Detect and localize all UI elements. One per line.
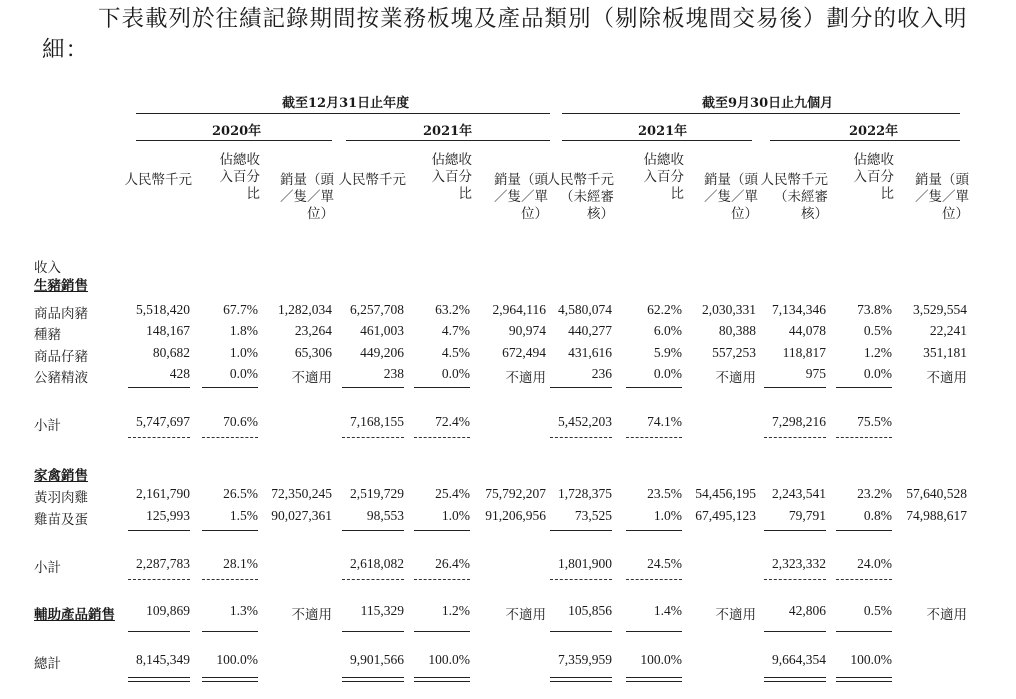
table-cell: 不適用 bbox=[505, 370, 546, 385]
total-double-rule bbox=[128, 677, 190, 682]
table-cell: 449,206 bbox=[360, 345, 404, 360]
subtotal-rule bbox=[550, 437, 612, 438]
table-cell: 74.1% bbox=[647, 414, 682, 429]
table-cell: 428 bbox=[169, 366, 190, 381]
table-cell: 100.0% bbox=[640, 652, 682, 667]
table-cell: 24.5% bbox=[647, 556, 682, 571]
table-cell: 不適用 bbox=[505, 607, 546, 622]
volume-column-header: 銷量（頭／隻／單位） bbox=[280, 172, 334, 222]
table-cell: 975 bbox=[805, 366, 826, 381]
table-cell: 0.5% bbox=[863, 323, 892, 338]
row-rule bbox=[414, 631, 470, 632]
total-double-rule bbox=[550, 677, 612, 682]
table-cell: 1.0% bbox=[653, 508, 682, 523]
table-cell: 44,078 bbox=[788, 323, 826, 338]
table-cell: 74,988,617 bbox=[906, 508, 967, 523]
row-rule bbox=[414, 530, 470, 531]
table-cell: 7,298,216 bbox=[772, 414, 826, 429]
table-cell: 2,161,790 bbox=[136, 486, 190, 501]
volume-column-header: 銷量（頭／隻／單位） bbox=[494, 172, 548, 222]
row-label: 雞苗及蛋 bbox=[34, 512, 88, 528]
table-cell: 98,553 bbox=[366, 508, 404, 523]
table-cell: 148,167 bbox=[146, 323, 190, 338]
table-cell: 5.9% bbox=[653, 345, 682, 360]
table-cell: 100.0% bbox=[850, 652, 892, 667]
table-cell: 72.4% bbox=[435, 414, 470, 429]
total-double-rule bbox=[342, 677, 404, 682]
row-rule bbox=[626, 530, 682, 531]
table-cell: 26.4% bbox=[435, 556, 470, 571]
table-cell: 0.8% bbox=[863, 508, 892, 523]
table-cell: 23,264 bbox=[294, 323, 332, 338]
table-cell: 3,529,554 bbox=[913, 302, 967, 317]
row-label: 小計 bbox=[34, 418, 61, 434]
table-cell: 25.4% bbox=[435, 486, 470, 501]
table-cell: 4,580,074 bbox=[558, 302, 612, 317]
table-cell: 79,791 bbox=[788, 508, 826, 523]
table-cell: 90,974 bbox=[508, 323, 546, 338]
subtotal-rule bbox=[550, 579, 612, 580]
row-rule bbox=[202, 631, 258, 632]
table-row bbox=[0, 486, 1016, 506]
row-label: 輔助產品銷售 bbox=[34, 607, 115, 623]
table-cell: 不適用 bbox=[291, 370, 332, 385]
row-label: 總計 bbox=[34, 656, 61, 672]
year-header: 2021年 bbox=[638, 124, 688, 139]
row-rule bbox=[342, 387, 404, 388]
table-cell: 63.2% bbox=[435, 302, 470, 317]
year-rule bbox=[562, 140, 752, 141]
table-cell: 42,806 bbox=[788, 603, 826, 618]
subtotal-rule bbox=[128, 437, 190, 438]
table-cell: 75.5% bbox=[857, 414, 892, 429]
table-cell: 1.3% bbox=[229, 603, 258, 618]
subtotal-row bbox=[0, 414, 1016, 434]
annual-rule bbox=[136, 113, 550, 114]
table-cell: 0.0% bbox=[863, 366, 892, 381]
hog-section-title: 生豬銷售 bbox=[34, 278, 88, 294]
row-rule bbox=[764, 631, 826, 632]
table-cell: 100.0% bbox=[428, 652, 470, 667]
subtotal-rule bbox=[128, 579, 190, 580]
table-cell: 28.1% bbox=[223, 556, 258, 571]
table-cell: 1.5% bbox=[229, 508, 258, 523]
table-cell: 8,145,349 bbox=[136, 652, 190, 667]
rmb-column-header: 人民幣千元（未經審核） bbox=[760, 172, 828, 222]
table-cell: 67,495,123 bbox=[695, 508, 756, 523]
table-cell: 1.0% bbox=[229, 345, 258, 360]
subtotal-rule bbox=[414, 437, 470, 438]
table-cell: 65,306 bbox=[294, 345, 332, 360]
percent-column-header: 佔總收入百分比 bbox=[219, 152, 260, 202]
revenue-label: 收入 bbox=[34, 260, 61, 276]
table-cell: 75,792,207 bbox=[485, 486, 546, 501]
row-rule bbox=[836, 387, 892, 388]
table-cell: 不適用 bbox=[926, 607, 967, 622]
table-cell: 238 bbox=[383, 366, 404, 381]
table-cell: 2,287,783 bbox=[136, 556, 190, 571]
table-cell: 115,329 bbox=[360, 603, 404, 618]
year-header: 2022年 bbox=[849, 124, 899, 139]
table-cell: 1,728,375 bbox=[558, 486, 612, 501]
table-cell: 23.2% bbox=[857, 486, 892, 501]
table-cell: 5,518,420 bbox=[136, 302, 190, 317]
table-cell: 91,206,956 bbox=[485, 508, 546, 523]
row-rule bbox=[202, 387, 258, 388]
year-header: 2021年 bbox=[423, 124, 473, 139]
table-cell: 2,323,332 bbox=[772, 556, 826, 571]
aux-row bbox=[0, 603, 1016, 623]
subtotal-rule bbox=[836, 579, 892, 580]
table-cell: 22,241 bbox=[929, 323, 967, 338]
intro-paragraph: 下表載列於往績記錄期間按業務板塊及產品類別（剔除板塊間交易後）劃分的收入明細： bbox=[42, 6, 968, 63]
table-cell: 125,993 bbox=[146, 508, 190, 523]
volume-column-header: 銷量（頭／隻／單位） bbox=[915, 172, 969, 222]
row-rule bbox=[764, 530, 826, 531]
row-rule bbox=[128, 631, 190, 632]
table-cell: 0.0% bbox=[441, 366, 470, 381]
table-cell: 7,134,346 bbox=[772, 302, 826, 317]
table-cell: 5,747,697 bbox=[136, 414, 190, 429]
table-cell: 461,003 bbox=[360, 323, 404, 338]
row-rule bbox=[342, 530, 404, 531]
table-cell: 351,181 bbox=[923, 345, 967, 360]
row-label: 商品仔豬 bbox=[34, 349, 88, 365]
table-cell: 100.0% bbox=[216, 652, 258, 667]
row-rule bbox=[626, 631, 682, 632]
row-rule bbox=[550, 387, 612, 388]
subtotal-rule bbox=[836, 437, 892, 438]
table-cell: 2,030,331 bbox=[702, 302, 756, 317]
table-cell: 1,801,900 bbox=[558, 556, 612, 571]
poultry-section-title: 家禽銷售 bbox=[34, 468, 88, 484]
table-cell: 4.7% bbox=[441, 323, 470, 338]
table-cell: 0.0% bbox=[653, 366, 682, 381]
table-row bbox=[0, 302, 1016, 322]
table-cell: 2,618,082 bbox=[350, 556, 404, 571]
row-rule bbox=[202, 530, 258, 531]
table-cell: 0.5% bbox=[863, 603, 892, 618]
ninemonth-rule bbox=[562, 113, 960, 114]
table-cell: 105,856 bbox=[568, 603, 612, 618]
subtotal-rule bbox=[202, 579, 258, 580]
table-cell: 9,664,354 bbox=[772, 652, 826, 667]
table-cell: 67.7% bbox=[223, 302, 258, 317]
subtotal-rule bbox=[764, 437, 826, 438]
subtotal-rule bbox=[342, 579, 404, 580]
row-label: 黃羽肉雞 bbox=[34, 490, 88, 506]
period-ninemonth-header: 截至9月30日止九個月 bbox=[702, 96, 834, 111]
table-row bbox=[0, 366, 1016, 386]
table-cell: 109,869 bbox=[146, 603, 190, 618]
table-cell: 1.2% bbox=[441, 603, 470, 618]
percent-column-header: 佔總收入百分比 bbox=[853, 152, 894, 202]
row-label: 小計 bbox=[34, 560, 61, 576]
table-cell: 7,168,155 bbox=[350, 414, 404, 429]
table-cell: 54,456,195 bbox=[695, 486, 756, 501]
table-cell: 440,277 bbox=[568, 323, 612, 338]
subtotal-rule bbox=[342, 437, 404, 438]
table-row bbox=[0, 345, 1016, 365]
table-cell: 1.0% bbox=[441, 508, 470, 523]
subtotal-rule bbox=[414, 579, 470, 580]
table-cell: 不適用 bbox=[926, 370, 967, 385]
total-double-rule bbox=[764, 677, 826, 682]
table-cell: 1.2% bbox=[863, 345, 892, 360]
table-cell: 1,282,034 bbox=[278, 302, 332, 317]
table-cell: 236 bbox=[591, 366, 612, 381]
table-cell: 23.5% bbox=[647, 486, 682, 501]
table-cell: 2,964,116 bbox=[492, 302, 546, 317]
year-rule bbox=[770, 140, 960, 141]
year-header: 2020年 bbox=[212, 124, 262, 139]
row-rule bbox=[550, 631, 612, 632]
row-rule bbox=[836, 530, 892, 531]
table-cell: 90,027,361 bbox=[271, 508, 332, 523]
period-annual-header: 截至12月31日止年度 bbox=[282, 96, 410, 111]
table-cell: 57,640,528 bbox=[906, 486, 967, 501]
row-rule bbox=[342, 631, 404, 632]
table-cell: 80,388 bbox=[718, 323, 756, 338]
table-cell: 5,452,203 bbox=[558, 414, 612, 429]
table-cell: 118,817 bbox=[782, 345, 826, 360]
volume-column-header: 銷量（頭／隻／單位） bbox=[704, 172, 758, 222]
table-cell: 7,359,959 bbox=[558, 652, 612, 667]
rmb-column-header: 人民幣千元 bbox=[124, 172, 192, 188]
row-rule bbox=[128, 387, 190, 388]
total-row bbox=[0, 652, 1016, 672]
table-cell: 73.8% bbox=[857, 302, 892, 317]
table-cell: 6,257,708 bbox=[350, 302, 404, 317]
row-label: 商品肉豬 bbox=[34, 306, 88, 322]
subtotal-rule bbox=[626, 437, 682, 438]
table-cell: 70.6% bbox=[223, 414, 258, 429]
table-cell: 557,253 bbox=[712, 345, 756, 360]
table-cell: 不適用 bbox=[715, 607, 756, 622]
table-cell: 1.4% bbox=[653, 603, 682, 618]
table-cell: 1.8% bbox=[229, 323, 258, 338]
row-label: 種豬 bbox=[34, 327, 61, 343]
total-double-rule bbox=[836, 677, 892, 682]
table-cell: 0.0% bbox=[229, 366, 258, 381]
subtotal-row bbox=[0, 556, 1016, 576]
table-cell: 不適用 bbox=[291, 607, 332, 622]
table-cell: 72,350,245 bbox=[271, 486, 332, 501]
table-cell: 24.0% bbox=[857, 556, 892, 571]
table-cell: 不適用 bbox=[715, 370, 756, 385]
table-cell: 2,519,729 bbox=[350, 486, 404, 501]
row-rule bbox=[764, 387, 826, 388]
table-cell: 4.5% bbox=[441, 345, 470, 360]
rmb-column-header: 人民幣千元（未經審核） bbox=[546, 172, 614, 222]
table-cell: 80,682 bbox=[152, 345, 190, 360]
subtotal-rule bbox=[764, 579, 826, 580]
table-cell: 9,901,566 bbox=[350, 652, 404, 667]
table-cell: 26.5% bbox=[223, 486, 258, 501]
row-rule bbox=[414, 387, 470, 388]
row-label: 公豬精液 bbox=[34, 370, 88, 386]
row-rule bbox=[626, 387, 682, 388]
table-cell: 73,525 bbox=[574, 508, 612, 523]
table-row bbox=[0, 508, 1016, 528]
row-rule bbox=[836, 631, 892, 632]
table-cell: 62.2% bbox=[647, 302, 682, 317]
subtotal-rule bbox=[202, 437, 258, 438]
row-rule bbox=[550, 530, 612, 531]
rmb-column-header: 人民幣千元 bbox=[338, 172, 406, 188]
year-rule bbox=[136, 140, 332, 141]
year-rule bbox=[346, 140, 550, 141]
table-row bbox=[0, 323, 1016, 343]
total-double-rule bbox=[414, 677, 470, 682]
total-double-rule bbox=[626, 677, 682, 682]
table-cell: 672,494 bbox=[502, 345, 546, 360]
percent-column-header: 佔總收入百分比 bbox=[431, 152, 472, 202]
row-rule bbox=[128, 530, 190, 531]
table-cell: 6.0% bbox=[653, 323, 682, 338]
table-cell: 431,616 bbox=[568, 345, 612, 360]
total-double-rule bbox=[202, 677, 258, 682]
table-cell: 2,243,541 bbox=[772, 486, 826, 501]
subtotal-rule bbox=[626, 579, 682, 580]
percent-column-header: 佔總收入百分比 bbox=[643, 152, 684, 202]
